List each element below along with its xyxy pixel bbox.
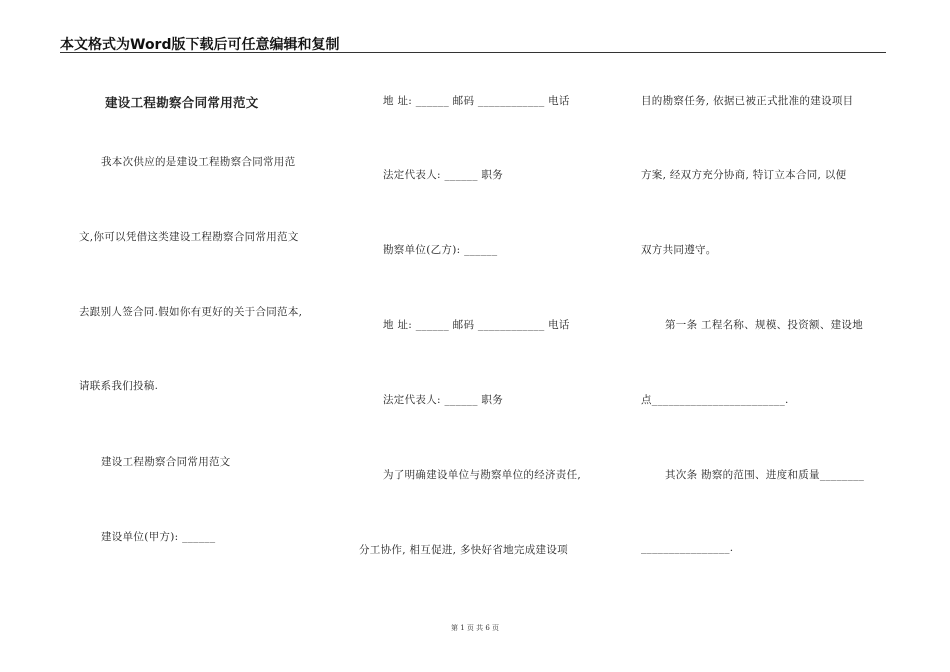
left-line-1: 我本次供应的是建设工程勘察合同常用范 — [101, 156, 296, 168]
right-line-6: ________________. — [641, 542, 734, 554]
right-line-1: 方案, 经双方充分协商, 特订立本合同, 以便 — [641, 169, 847, 181]
header-text: 本文格式为Word版下载后可任意编辑和复制 — [60, 37, 340, 53]
middle-line-5: 为了明确建设单位与勘察单位的经济责任, — [383, 469, 582, 481]
document-title: 建设工程勘察合同常用范文 — [105, 95, 259, 110]
right-line-0: 目的勘察任务, 依据已被正式批准的建设项目 — [641, 95, 854, 107]
middle-line-4: 法定代表人: ______ 职务 — [383, 394, 504, 406]
left-line-2: 文,你可以凭借这类建设工程勘察合同常用范文 — [79, 231, 299, 243]
page-number: 第 1 页 共 6 页 — [450, 624, 500, 632]
page-header — [60, 32, 886, 53]
middle-line-0: 地 址: ______ 邮码 ____________ 电话 — [383, 95, 570, 107]
middle-line-1: 法定代表人: ______ 职务 — [383, 169, 504, 181]
middle-line-3: 地 址: ______ 邮码 ____________ 电话 — [383, 319, 570, 331]
article-1-line: 第一条 工程名称、规模、投资额、建设地 — [665, 319, 864, 331]
left-line-4: 请联系我们投稿. — [79, 380, 159, 392]
section-heading: 建设工程勘察合同常用范文 — [101, 456, 231, 468]
party-a-line: 建设单位(甲方): ______ — [101, 531, 216, 543]
article-2-line: 其次条 勘察的范围、进度和质量________ — [665, 469, 865, 481]
middle-line-6: 分工协作, 相互促进, 多快好省地完成建设项 — [359, 544, 568, 556]
right-line-4: 点________________________. — [641, 394, 789, 406]
right-line-2: 双方共同遵守。 — [641, 244, 717, 256]
left-line-3: 去跟别人签合同.假如你有更好的关于合同范本, — [79, 306, 303, 318]
middle-line-2: 勘察单位(乙方): ______ — [383, 244, 498, 256]
